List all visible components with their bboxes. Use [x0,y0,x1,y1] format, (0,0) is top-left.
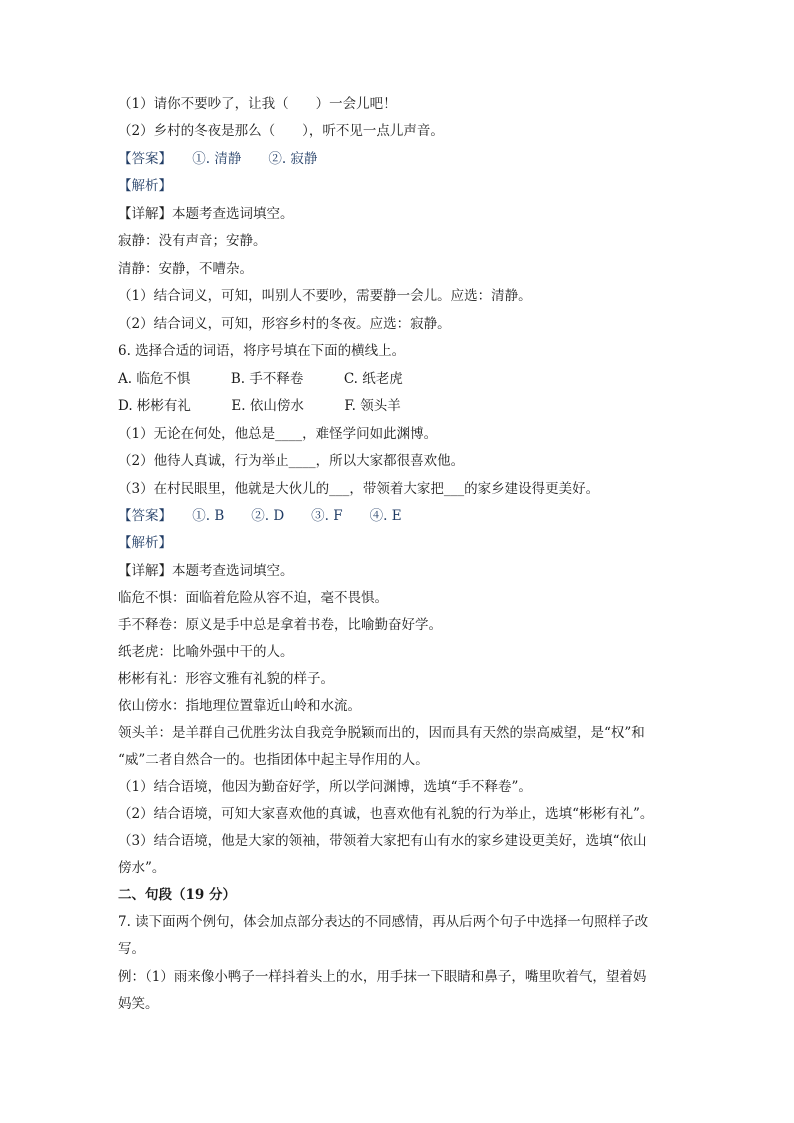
question-line: （2）乡村的冬夜是那么（ ），听不见一点儿声音。 [118,123,444,139]
question-line: （1）无论在何处，他总是____，难怪学问如此渊博。 [118,426,438,442]
question-title: 写。 [118,941,145,957]
explanation-line: （2）结合词义，可知，形容乡村的冬夜。应选：寂静。 [118,316,451,332]
definition-line: 彬彬有礼：形容文雅有礼貌的样子。 [118,671,334,687]
example-line: 妈笑。 [118,996,159,1012]
definition-line: 领头羊：是羊群自己优胜劣汰自我竞争脱颖而出的，因而具有天然的崇高威望，是“权”和 [118,725,645,741]
answer-line: 【答案】 ①. B ②. D ③. F ④. E [118,508,402,524]
explanation-line: （2）结合语境，可知大家喜欢他的真诚，也喜欢他有礼貌的行为举止，选填“彬彬有礼”。 [118,806,654,822]
definition-line: “威”二者自然合一的。也指团体中起主导作用的人。 [118,752,429,768]
definition-line: 寂静：没有声音；安静。 [118,233,267,249]
question-line: （1）请你不要吵了，让我（ ）一会儿吧！ [118,96,397,112]
explanation-line: （1）结合词义，可知，叫别人不要吵，需要静一会儿。应选：清静。 [118,288,532,304]
definition-line: 清静：安静，不嘈杂。 [118,261,253,277]
explanation-line: 傍水”。 [118,860,166,876]
analysis-heading: 【解析】 [118,178,172,194]
question-line: （2）他待人真诚，行为举止____，所以大家都很喜欢他。 [118,453,465,469]
option-line: D. 彬彬有礼 E. 依山傍水 F. 领头羊 [118,398,401,414]
definition-line: 手不释卷：原义是手中总是拿着书卷，比喻勤奋好学。 [118,617,442,633]
detail-line: 【详解】本题考查选词填空。 [118,206,294,222]
question-line: （3）在村民眼里，他就是大伙儿的___，带领着大家把___的家乡建设得更美好。 [118,481,600,497]
definition-line: 依山傍水：指地理位置靠近山岭和水流。 [118,698,361,714]
question-title: 7. 读下面两个例句，体会加点部分表达的不同感情，再从后两个句子中选择一句照样子改 [118,914,649,930]
example-line: 例：（1）雨来像小鸭子一样抖着头上的水，用手抹一下眼睛和鼻子，嘴里吹着气，望着妈 [118,969,647,985]
answer-line: 【答案】 ①. 清静 ②. 寂静 [118,151,318,167]
question-title: 6. 选择合适的词语，将序号填在下面的横线上。 [118,343,406,359]
definition-line: 纸老虎：比喻外强中干的人。 [118,644,294,660]
definition-line: 临危不惧：面临着危险从容不迫，毫不畏惧。 [118,590,388,606]
section-heading: 二、句段（19 分） [118,887,236,903]
analysis-heading: 【解析】 [118,535,172,551]
explanation-line: （3）结合语境，他是大家的领袖，带领着大家把有山有水的家乡建设更美好，选填“依山 [118,833,647,849]
explanation-line: （1）结合语境，他因为勤奋好学，所以学问渊博，选填“手不释卷”。 [118,779,532,795]
option-line: A. 临危不惧 B. 手不释卷 C. 纸老虎 [118,371,403,387]
detail-line: 【详解】本题考查选词填空。 [118,563,294,579]
